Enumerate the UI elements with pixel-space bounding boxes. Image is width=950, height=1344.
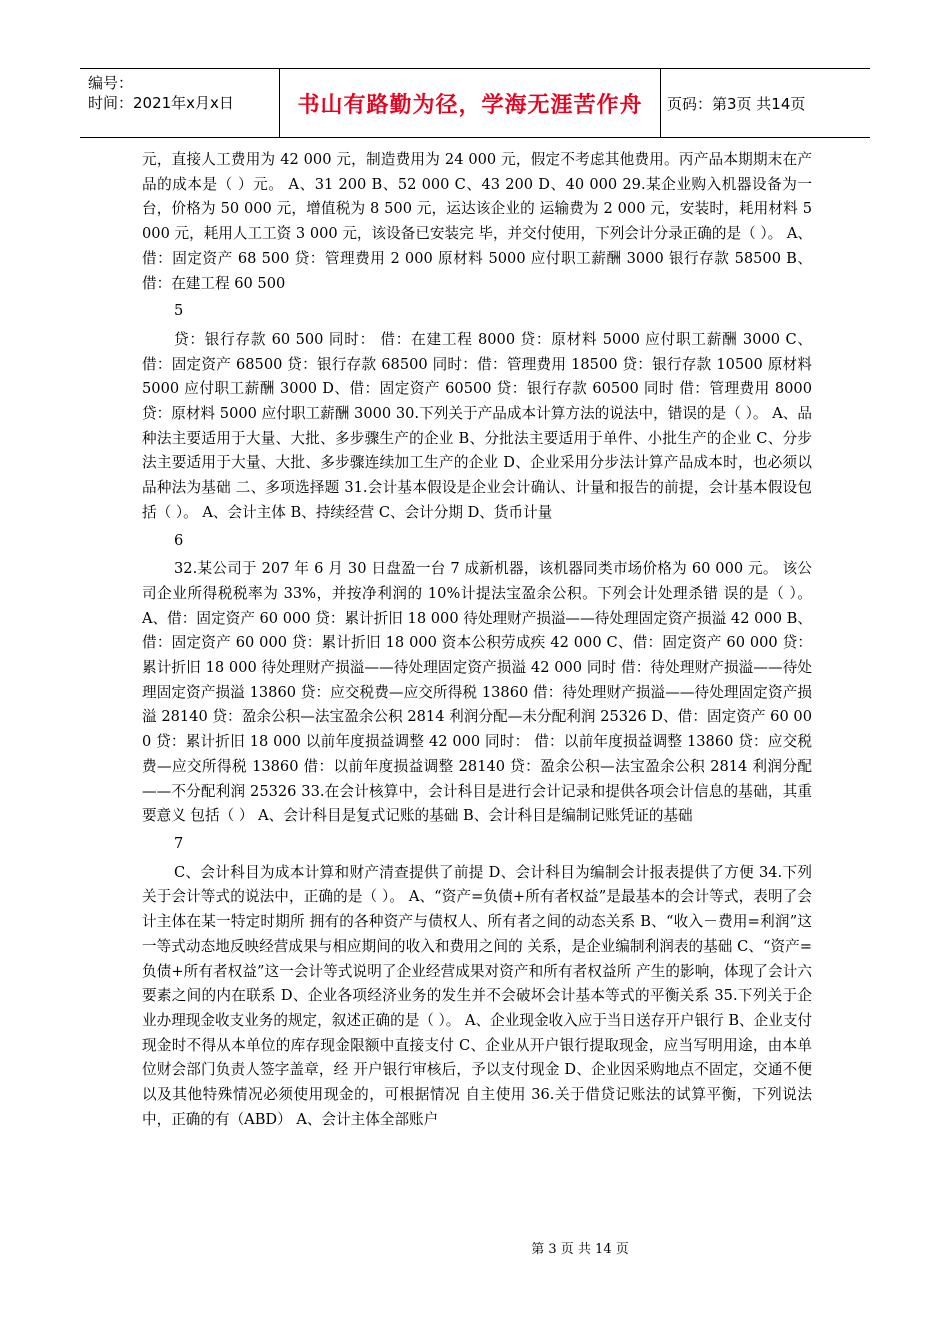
body-paragraph-1: 元，直接人工费用为 42 000 元，制造费用为 24 000 元，假定不考虑其他费用。丙产品本期期末在产品的成本是（ ）元。 A、31 200 B、52 000 C、43 200 D、40 000 29.某企业购入机器设备为一台，价格为 50 000 元，增值税为 8 500 元，运达该企业的 运输费为 2 000 元，安装时，耗用材料 5 000 元，耗用人工工资 3 000 元，该设备已安装完 毕，并交付使用，下列会计分录正确的是（ ）。 A、借：固定资产 68 500 贷：管理费用 2 000 原材料 5000 应付职工薪酬 3000 银行存款 58500 B、借：在建工程 60 500 [142,151,812,292]
page-marker-7: 7 [174,834,184,852]
page-marker-6: 6 [174,531,184,549]
header-page-label: 页码：第3页 共14页 [667,94,806,113]
page-header [80,68,870,138]
header-meta [80,69,280,137]
body-paragraph-3: 32.某公司于 207 年 6 月 30 日盘盈一台 7 成新机器，该机器同类市场价格为 60 000 元。 该公司企业所得税税率为 33%，并按净利润的 10%计提法宝盈余公积。下列会计处理杀错 误的是（ ）。 A、借：固定资产 60 000 贷：累计折旧 18 000 待处理财产损溢——待处理固定资产损溢 42 000 B、借：固定资产 60 000 贷：累计折旧 18 000 资本公积劳成疾 42 000 C、借：固定资产 60 000 贷：累计折旧 18 000 待处理财产损溢——待处理固定资产损溢 42 000 同时 借：待处理财产损溢——待处理固定资产损溢 13860 贷：应交税费—应交所得税 13860 借：待处理财产损溢——待处理固定资产损溢 28140 贷：盈余公积—法宝盈余公积 2814 利润分配—未分配利润 25326 D、借：固定资产 60 000 贷：累计折旧 18 000 以前年度损益调整 42 000 同时： 借：以前年度损益调整 13860 贷：应交税费—应交所得税 13860 借：以前年度损益调整 28140 贷：盈余公积—法宝盈余公积 2814 利润分配——不分配利润 25326 33.在会计核算中，会计科目是进行会计记录和提供各项会计信息的基础，其重要意义 包括（ ） A、会计科目是复式记账的基础 B、会计科目是编制记账凭证的基础 [142,560,812,825]
header-motto: 书山有路勤为径，学海无涯苦作舟 [280,69,661,137]
body-paragraph-4: C、会计科目为成本计算和财产清查提供了前提 D、会计科目为编制会计报表提供了方便 34.下列关于会计等式的说法中，正确的是（ ）。 A、“资产=负债+所有者权益”是最基本的会计等式，表明了会计主体在某一特定时期所 拥有的各种资产与债权人、所有者之间的动态关系 B、“收入－费用=利润”这一等式动态地反映经营成果与相应期间的收入和费用之间的 关系，是企业编制利润表的基础 C、“资产=负债+所有者权益”这一会计等式说明了企业经营成果对资产和所有者权益所 产生的影响，体现了会计六要素之间的内在联系 D、企业各项经济业务的发生并不会破坏会计基本等式的平衡关系 35.下列关于企业办理现金收支业务的规定，叙述正确的是（ ）。 A、企业现金收入应于当日送存开户银行 B、企业支付现金时不得从本单位的库存现金限额中直接支付 C、企业从开户银行提取现金，应当写明用途，由本单位财会部门负责人签字盖章，经 开户银行审核后，予以支付现金 D、企业因采购地点不固定，交通不便以及其他特殊情况必须使用现金的，可根据情况 自主使用 36.关于借贷记账法的试算平衡，下列说法中，正确的有（ABD） A、会计主体全部账户 [142,863,813,1128]
body-paragraph-2: 贷：银行存款 60 500 同时： 借：在建工程 8000 贷：原材料 5000 应付职工薪酬 3000 C、借：固定资产 68500 贷：银行存款 68500 同时：借：管理费用 18500 贷：银行存款 10500 原材料 5000 应付职工薪酬 3000 D、借：固定资产 60500 贷：银行存款 60500 同时 借：管理费用 8000 贷：原材料 5000 应付职工薪酬 3000 30.下列关于产品成本计算方法的说法中，错误的是（ ）。 A、品种法主要适用于大量、大批、多步骤生产的企业 B、分批法主要适用于单件、小批生产的企业 C、分步法主要适用于大量、大批、多步骤连续加工生产的企业 D、企业采用分步法计算产品成本时，也必须以品种法为基础 二、多项选择题 31.会计基本假设是企业会计确认、计量和报告的前提，会计基本假设包括（ ）。 A、会计主体 B、持续经营 C、会计分期 D、货币计量 [142,330,812,521]
code-label: 编号： [88,74,134,92]
page-footer: 第 3 页 共 14 页 [531,1242,629,1257]
page-marker-5: 5 [174,302,184,320]
document-body [142,148,812,1132]
time-label: 时间：2021年x月x日 [88,94,234,112]
